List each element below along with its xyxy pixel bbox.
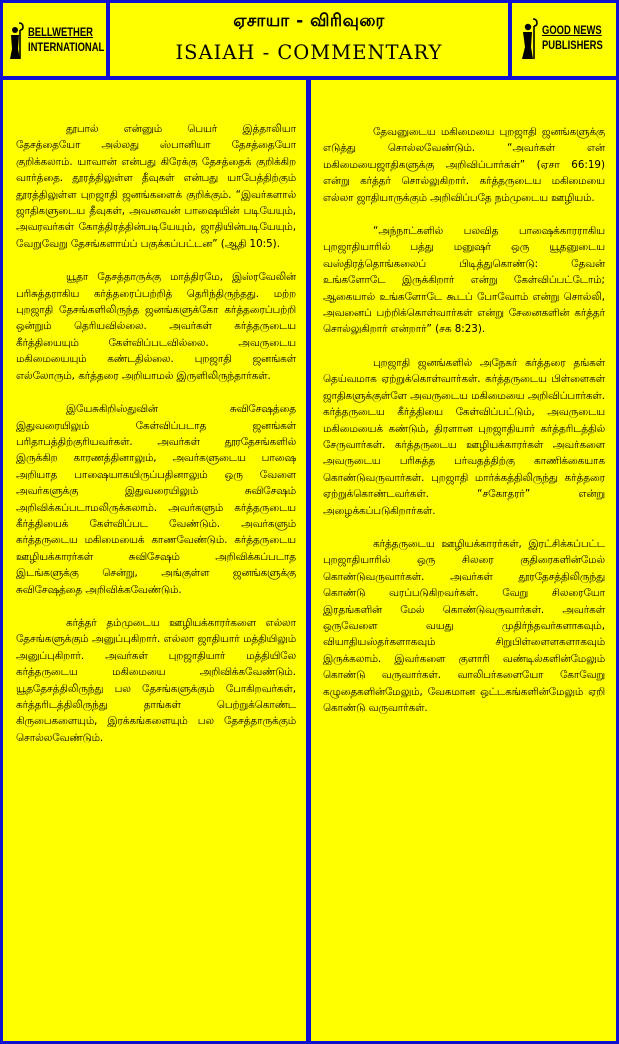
paragraph: தூபால் என்னும் பெயர் இத்தாலியா தேசத்தையோ அல்லது ஸ்பானியா தேசத்தையோ குறிக்கலாம். யாவான் என்பது கிரேக்கு தேசத்தைக் குறிக்கிற வார்த்தை. தூரத்திலுள்ள தீவுகள் என்பது யாபேத்திற்கும் தூரத்திலுள்ள புறஜாதி ஜனங்களைக் குறிக்கும். “இவர்களால் ஜாதிகளுடைய தீவுகள், அவனவன் பாஷையின் படியேயும், அவரவர்கள் கோத்திரத்தின்படியேயும், ஜாதியின்படியேயும், வேறுவேறு தேசங்களாய்ப் பகுக்கப்பட்டன” (ஆதி 10:5). xyxy=(16,123,296,250)
paragraph: யூதா தேசத்தாருக்கு மாத்திரமே, இஸ்ரவேலின் பரிசுத்தராகிய கர்த்தரைப்பற்றித் தெரிந்திருந்தது. மற்ற புறஜாதி தேசங்களிலிருந்த ஜனங்களுக்கோ கர்த்தரைப்பற்றி ஒன்றும் தெரியவில்லை. அவர்கள் கர்த்தருடைய கீர்த்தியையும் கேள்விப்படவில்லை. அவருடைய மகிமையையும் கண்டதில்லை. புறஜாதி ஜனங்கள் எல்லோரும், கர்த்தரை அறியாமல் இருளிலிருந்தார்கள். xyxy=(16,271,296,382)
paragraph: கர்த்தருடைய ஊழியக்காரர்கள், இரட்சிக்கப்பட்ட புறஜாதியாரில் ஒரு சிலரை குதிரைகளின்மேல் கொண்டுவருவார்கள். அவர்கள் தூரதேசத்திலிருந்து கொண்டு வரப்படுகிறவர்கள். வேறு சிலரையோ இரதங்களின் மேல் கொண்டுவருவார்கள். அவர்கள் ஒருவேளை வயது முதிர்ந்தவர்களாகவும், வியாதியஸ்தர்களாகவும் சிறுபிள்ளைளகளாகவும் இருக்கலாம். இவர்களை குளாரி வண்டில்களின்மேலும் கொண்டு வருவார்கள். வாலிபர்களையோ கோவேறு கழுதைகளின்மேலும், வேகமான ஒட்டகங்களின்மேலும் ஏறி கொண்டு வருவார்கள். xyxy=(323,537,605,714)
good-news-logo-line1: GOOD NEWS xyxy=(542,25,602,37)
right-column-text xyxy=(323,124,605,733)
bellwether-logo xyxy=(9,21,121,61)
bellwether-logo-line1: BELLWETHER xyxy=(28,27,93,39)
left-column xyxy=(3,80,306,1041)
good-news-logo-line2: PUBLISHERS xyxy=(542,40,603,52)
paragraph: புறஜாதி ஜனங்களில் அநேகர் கர்த்தரை தங்கள் தெய்வமாக ஏற்றுக்கொள்வார்கள். கர்த்தருடைய பிள்ளைகள் ஜாதிகளுக்குள்ளே அவருடைய மகிமையை அறிவிப்பார்கள். கர்த்தருடைய கீர்த்தியை கேள்விப்பட்டும், அவருடைய மகிமையைக் கண்டும், திரளான புறஜாதியார் கர்த்தரிடத்தில் சேருவார்கள். கர்த்தருடைய ஊழியக்காரர்கள் அவர்களை அவருடைய பரிசுத்த பர்வதத்திற்கு காணிக்கையாக கொண்டுவருவார்கள். புறஜாதி மார்க்கத்திலிருந்து கர்த்தரை ஏற்றுக்கொண்டவர்கள். “சகோதரர்” என்று அழைக்கப்படுகிறார்கள். xyxy=(323,356,605,517)
left-column-text xyxy=(16,121,296,763)
bellwether-logo-panel xyxy=(3,3,106,76)
paragraph: கர்த்தர் தம்முடைய ஊழியக்காரர்களை எல்லா தேசங்களுக்கும் அனுப்புகிறார். எல்லா ஜாதியார் மத்தியிலும் அனுப்புகிறார். அவர்கள் புறஜாதியார் மத்தியிலே கர்த்தருடைய மகிமையை அறிவிக்கவேண்டும். யூததேசத்திலிருந்து பல தேசங்களுக்கும் போகிறவர்கள், கர்த்தரிடத்திலிருந்து தாங்கள் பெற்றுக்கொண்ட கிருபைகளையும், இரக்கங்களையும் பல தேசத்தாருக்கும் சொல்லவேண்டும். xyxy=(16,616,296,744)
page-title-tamil: ஏசாயா - விரிவுரை xyxy=(233,11,385,31)
paragraph: “அந்நாட்களில் பலவித பாஷைக்காரராகிய புறஜாதியாரில் பத்து மனுஷர் ஒரு யூதனுடைய வஸ்திரத்தொங்கலைப் பிடித்துகொண்டு: தேவன் உங்களோடே இருக்கிறார் என்று கேள்விப்பட்டோம்; ஆகையால் உங்களோடே கூடப் போவோம் என்று சொல்லி, அவனைப் பற்றிக்கொள்வார்கள் என்று சேனைகளின் கர்த்தர் சொல்லுகிறார் என்றார்” (சக 8:23). xyxy=(323,225,605,336)
shepherd-figure-icon xyxy=(521,17,539,61)
right-column xyxy=(311,80,616,1041)
good-news-logo xyxy=(521,17,616,61)
paragraph: இயேசுகிறிஸ்துவின் சுவிசேஷத்தை இதுவரையிலும் கேள்விப்படாத ஜனங்கள் பரிதாபத்திற்குரியவர்கள். அவர்கள் தூரதேசங்களில் இருக்கிற காரணத்தினாலும், அவர்களுடைய பாஷை அறியாத பாஷையாகயிருப்பதினாலும் ஒரு வேளை அவர்களுக்கு இதுவரையிலும் சுவிசேஷம் அறிவிக்கப்படாமலிருக்கலாம். அவர்களும் கர்த்தருடைய கீர்த்தியைக் கேள்விப்பட வேண்டும். அவர்களும் கர்த்தருடைய மகிமையைக் காணவேண்டும். கர்த்தருடைய ஊழியக்காரர்கள் சுவிசேஷம் அறிவிக்கப்படாத இடங்களுக்கு சென்று, அங்குள்ள ஜனங்களுக்கு சுவிசேஷத்தை அறிவிக்கவேண்டும். xyxy=(16,403,296,596)
shepherd-figure-icon xyxy=(9,21,25,61)
good-news-logo-panel xyxy=(512,3,616,76)
page-title-english: ISAIAH - COMMENTARY xyxy=(175,41,443,64)
bellwether-logo-line2: INTERNATIONAL xyxy=(28,42,105,54)
title-header xyxy=(110,3,508,76)
paragraph: தேவனுடைய மகிமையை புறஜாதி ஜனங்களுக்கு எடுத்து சொல்லவேண்டும். “அவர்கள் என் மகிமையைஜாதிகளுக்கு அறிவிப்பார்கள்” (ஏசா 66:19) என்று கர்த்தர் சொல்லுகிறார். கர்த்தருடைய மகிமையை எல்லா ஜாதியாருக்கும் அறிவிப்பதே நம்முடைய ஊழியம். xyxy=(323,126,605,204)
